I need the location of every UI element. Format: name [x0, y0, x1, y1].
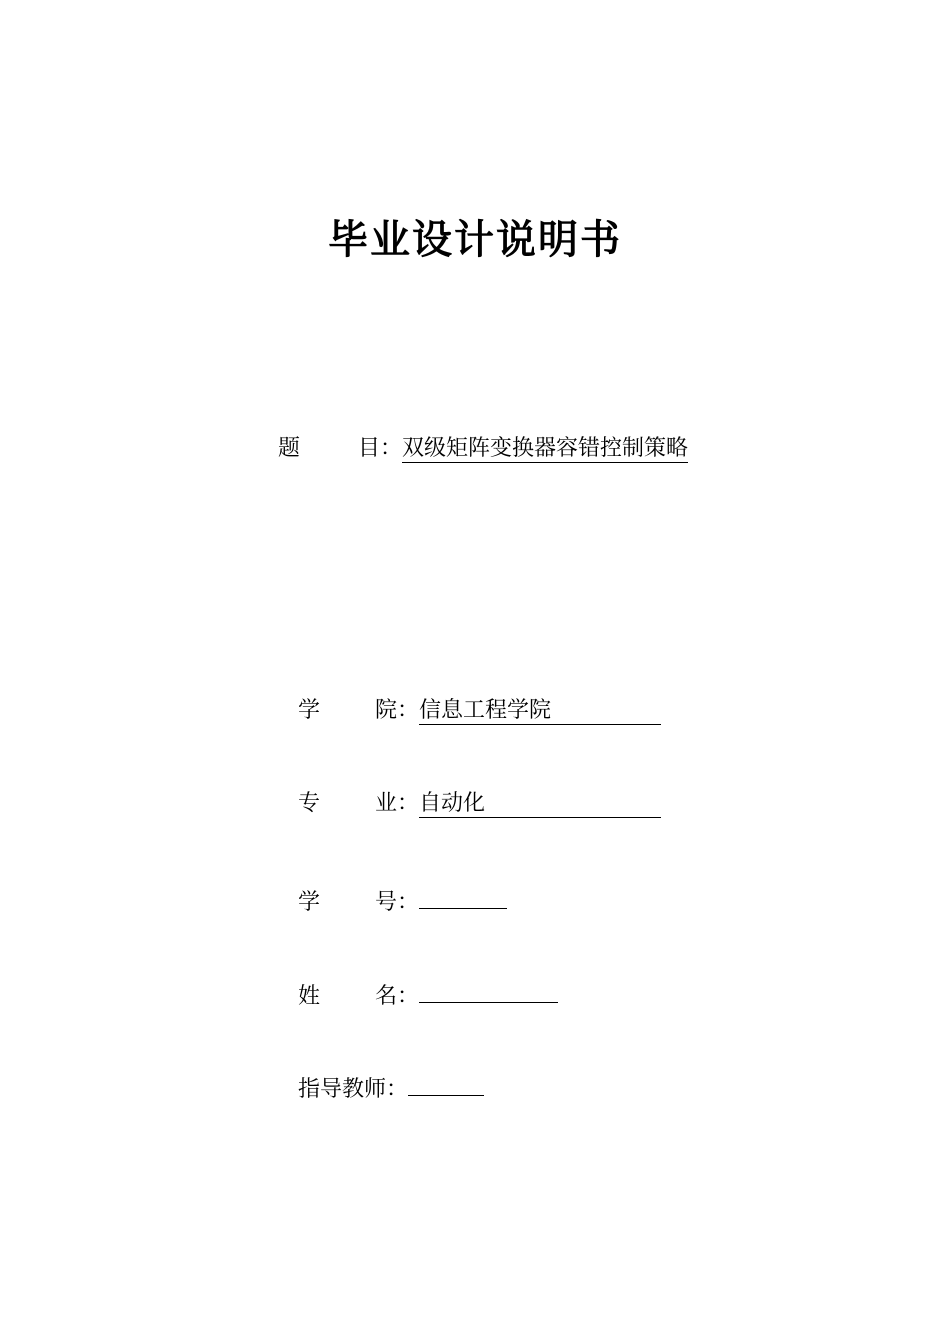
topic-label-char-1: 题: [278, 436, 301, 461]
name-value: [419, 976, 558, 1003]
student-id-field: [298, 882, 507, 918]
college-label-char-1: 学: [298, 698, 321, 723]
college-field: [298, 696, 661, 726]
document-title: 毕业设计说明书: [328, 217, 622, 263]
major-field: [298, 789, 661, 819]
advisor-value: [408, 1069, 484, 1096]
major-label-char-2: 业：: [375, 791, 420, 816]
advisor-label: 指导教师：: [298, 1077, 409, 1102]
name-label-char-1: 姓: [298, 984, 321, 1009]
topic-value: 双级矩阵变换器容错控制策略: [402, 436, 689, 461]
major-label-char-1: 专: [298, 791, 321, 816]
topic-label-char-2: 目：: [358, 436, 403, 461]
name-label-char-2: 名：: [375, 984, 420, 1009]
college-label-char-2: 院：: [375, 698, 420, 723]
student-id-value: [419, 882, 507, 909]
major-value: 自动化: [419, 791, 661, 818]
topic-field: [278, 434, 688, 464]
student-id-label-char-1: 学: [298, 890, 321, 915]
advisor-field: [298, 1069, 484, 1105]
college-value: 信息工程学院: [419, 698, 661, 725]
name-field: [298, 976, 558, 1012]
student-id-label-char-2: 号：: [375, 890, 420, 915]
